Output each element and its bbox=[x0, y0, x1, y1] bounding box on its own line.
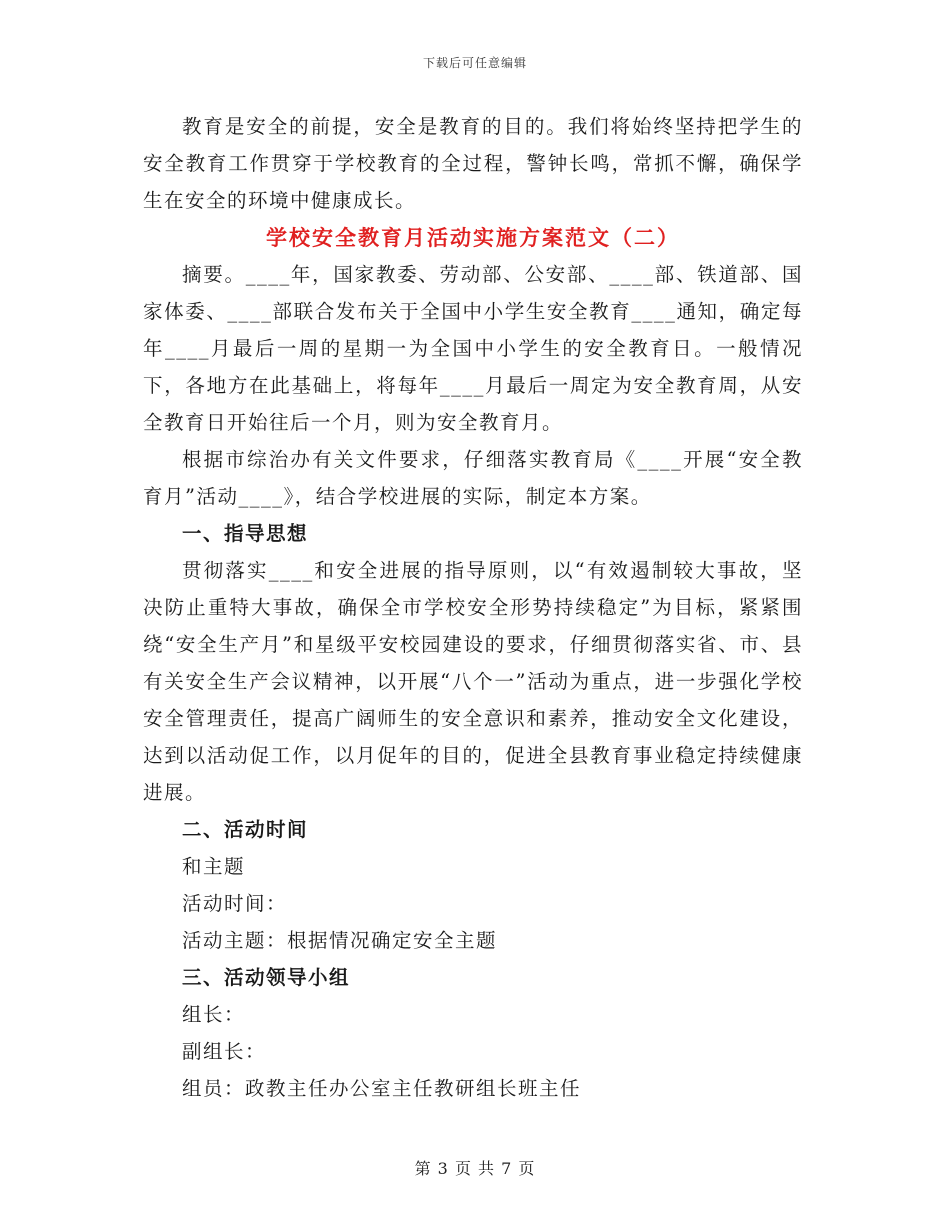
deputy-leader-line: 副组长： bbox=[182, 1040, 267, 1063]
activity-theme-line: 和主题 bbox=[182, 855, 246, 878]
page-number: 第 3 页 共 7 页 bbox=[414, 1159, 536, 1178]
document-body bbox=[143, 108, 803, 1107]
document-title: 学校安全教育月活动实施方案范文（二） bbox=[266, 225, 680, 250]
page-header: 下载后可任意编辑 bbox=[422, 56, 527, 70]
section-heading-leadership-group: 三、活动领导小组 bbox=[182, 966, 351, 989]
activity-time-line: 活动时间： bbox=[182, 892, 288, 915]
section-heading-guiding-ideology: 一、指导思想 bbox=[182, 522, 309, 545]
section-heading-activity-time: 二、活动时间 bbox=[182, 818, 309, 841]
group-leader-line: 组长： bbox=[182, 1003, 246, 1026]
intro-paragraph: 教育是安全的前提，安全是教育的目的。我们将始终坚持把学生的安全教育工作贯穿于学校教育的全过程，警钟长鸣，常抓不懈，确保学生在安全的环境中健康成长。 bbox=[143, 115, 803, 212]
basis-paragraph: 根据市综治办有关文件要求，仔细落实教育局《____开展“安全教育月”活动____》，结合学校进展的实际，制定本方案。 bbox=[143, 448, 803, 508]
abstract-paragraph: 摘要。____年，国家教委、劳动部、公安部、____部、铁道部、国家体委、____部联合发布关于全国中小学生安全教育____通知，确定每年____月最后一周的星期一为全国中小学生的安全教育日。一般情况下，各地方在此基础上，将每年____月最后一周定为安全教育周，从安全教育日开始往后一个月，则为安全教育月。 bbox=[143, 263, 803, 434]
activity-topic-line: 活动主题：根据情况确定安全主题 bbox=[182, 929, 498, 952]
guiding-ideology-paragraph: 贯彻落实____和安全进展的指导原则，以“有效遏制较大事故，坚决防止重特大事故，确保全市学校安全形势持续稳定”为目标，紧紧围绕“安全生产月”和星级平安校园建设的要求，仔细贯彻落实省、市、县有关安全生产会议精神，以开展“八个一”活动为重点，进一步强化学校安全管理责任，提高广阔师生的安全意识和素养，推动安全文化建设，达到以活动促工作，以月促年的目的，促进全县教育事业稳定持续健康进展。 bbox=[143, 559, 803, 804]
group-members-line: 组员：政教主任办公室主任教研组长班主任 bbox=[182, 1077, 582, 1100]
